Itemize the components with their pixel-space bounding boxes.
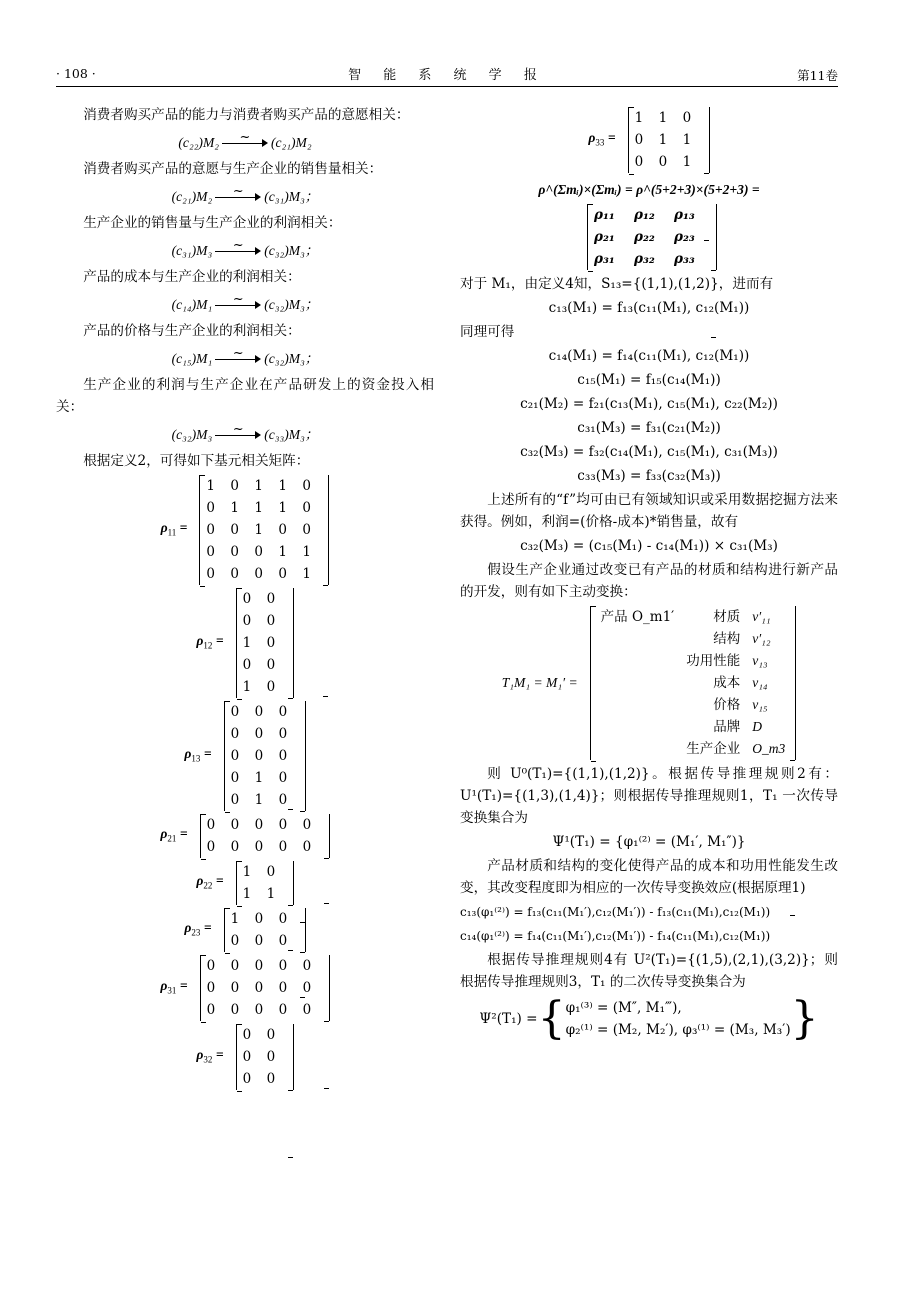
transform-bracket — [590, 606, 797, 760]
matrix-bracket — [200, 955, 330, 1021]
transform-cell — [595, 672, 681, 694]
matrix-cell: 0 — [254, 933, 264, 949]
matrix-cell: 0 — [278, 1002, 288, 1018]
transform-cell: 结构 — [713, 631, 741, 647]
matrix-cell: 1 — [682, 132, 692, 148]
matrix-cell: 0 — [230, 792, 240, 808]
matrix-cell: 0 — [266, 657, 276, 673]
equation: c₁₃(M₁) = f₁₃(c₁₁(M₁), c₁₂(M₁)) — [548, 300, 750, 316]
matrix-cell: 0 — [230, 770, 240, 786]
power-equation: ρ^(Σmᵢ)×(Σmᵢ) = ρ^(5+2+3)×(5+2+3) = — [538, 182, 760, 197]
block-matrix-bracket — [587, 204, 717, 270]
transform-cell: v₁₃ — [752, 653, 768, 668]
equation: c₃₂(M₃) = (c₁₅(M₁) - c₁₄(M₁)) × c₃₁(M₃) — [520, 538, 778, 554]
paragraph: 上述所有的“f”均可由已有领域知识或采用数据挖掘方法来获得。例如，利润=(价格-成本)*销售量，故有 — [460, 492, 838, 530]
matrix-cell: 0 — [254, 911, 264, 927]
matrix-cell: 0 — [254, 566, 264, 582]
matrix-cell: 0 — [278, 817, 288, 833]
equation: c₃₁(M₃) = f₃₁(c₂₁(M₂)) — [577, 420, 721, 436]
matrix-label: $\rho_{21}$ = — [160, 825, 188, 844]
matrix-cell: 0 — [266, 591, 276, 607]
transform-cell: 价格 — [713, 697, 741, 713]
matrix-cell: 1 — [634, 110, 644, 126]
matrix-cell: 0 — [206, 522, 216, 538]
matrix-cell: 1 — [206, 478, 216, 494]
page-number: · 108 · — [56, 66, 96, 81]
block-cell: ρ₃₃ — [674, 251, 695, 267]
paragraph: 生产企业的销售量与生产企业的利润相关： — [83, 215, 342, 231]
matrix-cell: 0 — [254, 544, 264, 560]
paragraph: 产品材质和结构的变化使得产品的成本和功用性能发生改变，其改变程度即为相应的一次传导变换效应(根据原理1) — [460, 858, 838, 896]
matrix-cell: 0 — [206, 500, 216, 516]
transform-cell: 产品 O_m1′ — [600, 609, 675, 625]
matrix-rho11 — [56, 475, 434, 585]
equation: Ψ¹(T₁) = {φ₁⁽²⁾ = (M₁′, M₁″)} — [552, 834, 746, 850]
psi2-equation — [460, 993, 838, 1044]
matrix-rho21 — [56, 814, 434, 858]
relation: (c₃₁)M₃~ (c₃₂)M₃； — [56, 238, 434, 264]
psi2-line2: φ₂⁽¹⁾ = (M₂, M₂′), φ₃⁽¹⁾ = (M₃, M₃′) — [565, 1022, 791, 1038]
matrix-cell: 1 — [254, 478, 264, 494]
paragraph: 消费者购买产品的意愿与生产企业的销售量相关： — [83, 161, 383, 177]
matrix-cell: 0 — [230, 933, 240, 949]
matrix-cell: 1 — [242, 864, 252, 880]
matrix-cell: 0 — [254, 726, 264, 742]
matrix-cell: 0 — [254, 839, 264, 855]
matrix-cell: 0 — [206, 1002, 216, 1018]
left-column — [56, 104, 434, 1093]
matrix-rho33 — [460, 107, 838, 173]
matrix-cell: 1 — [278, 544, 288, 560]
transform-cell: 成本 — [713, 675, 741, 691]
matrix-cell: 0 — [302, 478, 312, 494]
matrix-cell: 0 — [278, 704, 288, 720]
matrix-cell: 0 — [254, 958, 264, 974]
journal-title: 智 能 系 统 学 报 — [348, 68, 546, 83]
equation: c₃₂(M₃) = f₃₂(c₁₄(M₁), c₁₅(M₁), c₃₁(M₃)) — [520, 444, 778, 460]
header-rule — [56, 86, 838, 87]
matrix-cell: 0 — [230, 839, 240, 855]
matrix-cell: 1 — [254, 792, 264, 808]
matrix-cell: 0 — [266, 1027, 276, 1043]
paragraph: 产品的价格与生产企业的利润相关： — [83, 323, 301, 339]
matrix-cell: 0 — [254, 980, 264, 996]
page-header — [56, 64, 838, 86]
matrix-cell: 0 — [266, 635, 276, 651]
matrix-rho13 — [56, 701, 434, 811]
transform-cell — [595, 694, 681, 716]
matrix-cell: 0 — [634, 132, 644, 148]
matrix-label: $\rho_{11}$ = — [160, 519, 188, 538]
paragraph: 产品的成本与生产企业的利润相关： — [83, 269, 301, 285]
matrix-cell: 0 — [230, 726, 240, 742]
block-cell: ρ₃₂ — [634, 251, 655, 267]
paragraph: 根据定义2，可得如下基元相关矩阵： — [83, 453, 310, 469]
matrix-bracket — [236, 588, 294, 698]
matrix-cell: 1 — [278, 478, 288, 494]
paragraph: 同理可得 — [460, 324, 515, 340]
matrix-cell: 0 — [302, 522, 312, 538]
matrix-cell: 0 — [242, 1027, 252, 1043]
equation: c₁₄(M₁) = f₁₄(c₁₁(M₁), c₁₂(M₁)) — [548, 348, 750, 364]
matrix-bracket — [199, 475, 329, 585]
transform-cell: v₁₅ — [752, 697, 768, 712]
transform-cell — [595, 738, 681, 760]
matrix-cell: 0 — [254, 817, 264, 833]
matrix-cell: 0 — [302, 817, 312, 833]
matrix-cell: 0 — [278, 770, 288, 786]
matrix-bracket — [628, 107, 710, 173]
matrix-cell: 1 — [230, 500, 240, 516]
matrix-cell: 0 — [242, 1071, 252, 1087]
matrix-label: $\rho_{12}$ = — [196, 632, 224, 651]
matrix-cell: 1 — [682, 154, 692, 170]
matrix-bracket — [224, 908, 306, 952]
matrix-cell: 0 — [278, 792, 288, 808]
matrix-cell: 1 — [242, 635, 252, 651]
equation: c₁₄(φ₁⁽²⁾) = f₁₄(c₁₁(M₁′),c₁₂(M₁′)) - f₁₄(c₁₁(M₁),c₁₂(M₁)) — [460, 929, 771, 943]
matrix-cell: 0 — [266, 1071, 276, 1087]
matrix-rho12 — [56, 588, 434, 698]
matrix-cell: 0 — [266, 613, 276, 629]
matrix-cell: 0 — [278, 566, 288, 582]
matrix-cell: 0 — [302, 1002, 312, 1018]
matrix-cell: 0 — [302, 958, 312, 974]
relation: (c₃₂)M₃~ (c₃₃)M₃； — [56, 422, 434, 448]
paragraph: 假设生产企业通过改变已有产品的材质和结构进行新产品的开发，则有如下主动变换： — [460, 562, 838, 600]
transform-cell: O_m3 — [752, 741, 786, 756]
matrix-cell: 0 — [634, 154, 644, 170]
paragraph: 则 U⁰(T₁)={(1,1),(1,2)}。根据传导推理规则2有：U¹(T₁)={(1,3),(1,4)}；则根据传导推理规则1，T₁ 一次传导变换集合为 — [460, 766, 838, 826]
block-cell: ρ₁₁ — [594, 207, 615, 223]
matrix-rho31 — [56, 955, 434, 1021]
transform-cell: 功用性能 — [686, 653, 741, 669]
matrix-cell: 0 — [278, 911, 288, 927]
paragraph: 消费者购买产品的能力与消费者购买产品的意愿相关： — [83, 107, 410, 123]
matrix-cell: 0 — [254, 1002, 264, 1018]
matrix-label: $\rho_{33}$ = — [588, 129, 616, 148]
block-cell: ρ₂₁ — [594, 229, 615, 245]
matrix-cell: 0 — [206, 839, 216, 855]
matrix-label: $\rho_{23}$ = — [184, 919, 212, 938]
matrix-cell: 0 — [278, 933, 288, 949]
matrix-cell: 0 — [278, 748, 288, 764]
volume-label: 第11卷 — [797, 68, 838, 83]
transform-label: T₁M₁ = M₁′ = — [501, 675, 578, 690]
matrix-cell: 0 — [206, 817, 216, 833]
matrix-label: $\rho_{32}$ = — [196, 1046, 224, 1065]
transform-cell: v′₁₁ — [752, 609, 771, 624]
equation: c₁₃(φ₁⁽²⁾) = f₁₃(c₁₁(M₁′),c₁₂(M₁′)) - f₁₃(c₁₁(M₁),c₁₂(M₁)) — [460, 905, 771, 919]
matrix-cell: 0 — [230, 817, 240, 833]
matrix-cell: 1 — [302, 544, 312, 560]
matrix-cell: 0 — [254, 704, 264, 720]
matrix-cell: 1 — [242, 679, 252, 695]
relation: (c₂₁)M₂~ (c₃₁)M₃； — [56, 184, 434, 210]
matrix-cell: 1 — [278, 500, 288, 516]
matrix-cell: 0 — [206, 980, 216, 996]
matrix-cell: 1 — [658, 110, 668, 126]
transform-matrix — [460, 606, 838, 760]
equation: c₃₃(M₃) = f₃₃(c₃₂(M₃)) — [577, 468, 721, 484]
block-cell: ρ₂₂ — [634, 229, 655, 245]
matrix-cell: 1 — [658, 132, 668, 148]
matrix-cell: 0 — [266, 1049, 276, 1065]
transform-cell — [595, 716, 681, 738]
block-cell: ρ₁₃ — [674, 207, 695, 223]
matrix-bracket — [224, 701, 306, 811]
matrix-cell: 0 — [278, 522, 288, 538]
matrix-cell: 0 — [278, 726, 288, 742]
paragraph: 根据传导推理规则4有 U²(T₁)={(1,5),(2,1),(3,2)}；则根据传导推理规则3，T₁ 的二次传导变换集合为 — [460, 952, 838, 990]
equation: c₂₁(M₂) = f₂₁(c₁₃(M₁), c₁₅(M₁), c₂₂(M₂)) — [520, 396, 778, 412]
matrix-rho32 — [56, 1024, 434, 1090]
matrix-cell: 0 — [230, 748, 240, 764]
matrix-cell: 1 — [242, 886, 252, 902]
matrix-cell: 0 — [278, 958, 288, 974]
matrix-cell: 0 — [302, 980, 312, 996]
matrix-cell: 1 — [266, 886, 276, 902]
matrix-cell: 0 — [302, 500, 312, 516]
matrix-cell: 0 — [230, 544, 240, 560]
matrix-cell: 0 — [230, 980, 240, 996]
transform-cell: v₁₄ — [752, 675, 768, 690]
matrix-label: $\rho_{13}$ = — [184, 745, 212, 764]
transform-cell: v′₁₂ — [752, 631, 771, 646]
block-cell: ρ₁₂ — [634, 207, 655, 223]
matrix-cell: 0 — [242, 657, 252, 673]
transform-cell — [595, 650, 681, 672]
matrix-cell: 0 — [682, 110, 692, 126]
matrix-cell: 0 — [242, 1049, 252, 1065]
right-brace: } — [790, 993, 819, 1044]
matrix-cell: 1 — [230, 911, 240, 927]
left-brace: { — [537, 993, 566, 1044]
paragraph: 生产企业的利润与生产企业在产品研发上的资金投入相关： — [56, 377, 434, 415]
matrix-cell: 1 — [254, 522, 264, 538]
matrix-cell: 0 — [254, 748, 264, 764]
equation: c₁₅(M₁) = f₁₅(c₁₄(M₁)) — [577, 372, 721, 388]
block-cell: ρ₂₃ — [674, 229, 695, 245]
matrix-cell: 0 — [278, 839, 288, 855]
block-cell: ρ₃₁ — [594, 251, 615, 267]
matrix-cell: 0 — [206, 958, 216, 974]
matrix-cell: 0 — [206, 566, 216, 582]
matrix-cell: 0 — [302, 839, 312, 855]
matrix-cell: 0 — [206, 544, 216, 560]
matrix-cell: 1 — [302, 566, 312, 582]
matrix-cell: 0 — [658, 154, 668, 170]
transform-cell — [595, 628, 681, 650]
transform-cell: D — [752, 719, 762, 734]
matrix-cell: 1 — [254, 500, 264, 516]
matrix-rho22 — [56, 861, 434, 905]
block-matrix — [460, 204, 838, 270]
matrix-cell: 0 — [230, 1002, 240, 1018]
relation: (c₂₂)M₂~ (c₂₁)M₂ — [56, 130, 434, 156]
matrix-cell: 0 — [266, 864, 276, 880]
matrix-bracket — [236, 861, 294, 905]
matrix-bracket — [200, 814, 330, 858]
transform-cell: 生产企业 — [686, 741, 741, 757]
right-column — [460, 104, 838, 1043]
transform-cell: 材质 — [713, 609, 741, 625]
matrix-cell: 0 — [266, 679, 276, 695]
matrix-cell: 0 — [230, 566, 240, 582]
matrix-label: $\rho_{31}$ = — [160, 977, 188, 996]
transform-cell: 品牌 — [713, 719, 741, 735]
psi2-line1: φ₁⁽³⁾ = (M″, M₁‴), — [565, 1000, 682, 1016]
matrix-cell: 0 — [242, 613, 252, 629]
psi2-label: Ψ²(T₁) = — [479, 1011, 538, 1027]
matrix-label: $\rho_{22}$ = — [196, 872, 224, 891]
matrix-cell: 0 — [230, 704, 240, 720]
paragraph: 对于 M₁，由定义4知，S₁₃={(1,1),(1,2)}，进而有 — [460, 276, 774, 292]
matrix-cell: 1 — [254, 770, 264, 786]
matrix-cell: 0 — [230, 958, 240, 974]
matrix-bracket — [236, 1024, 294, 1090]
matrix-cell: 0 — [230, 478, 240, 494]
matrix-cell: 0 — [278, 980, 288, 996]
matrix-cell: 0 — [242, 591, 252, 607]
relation: (c₁₅)M₁~ (c₃₂)M₃； — [56, 346, 434, 372]
matrix-rho23 — [56, 908, 434, 952]
matrix-cell: 0 — [230, 522, 240, 538]
relation: (c₁₄)M₁~ (c₃₂)M₃； — [56, 292, 434, 318]
